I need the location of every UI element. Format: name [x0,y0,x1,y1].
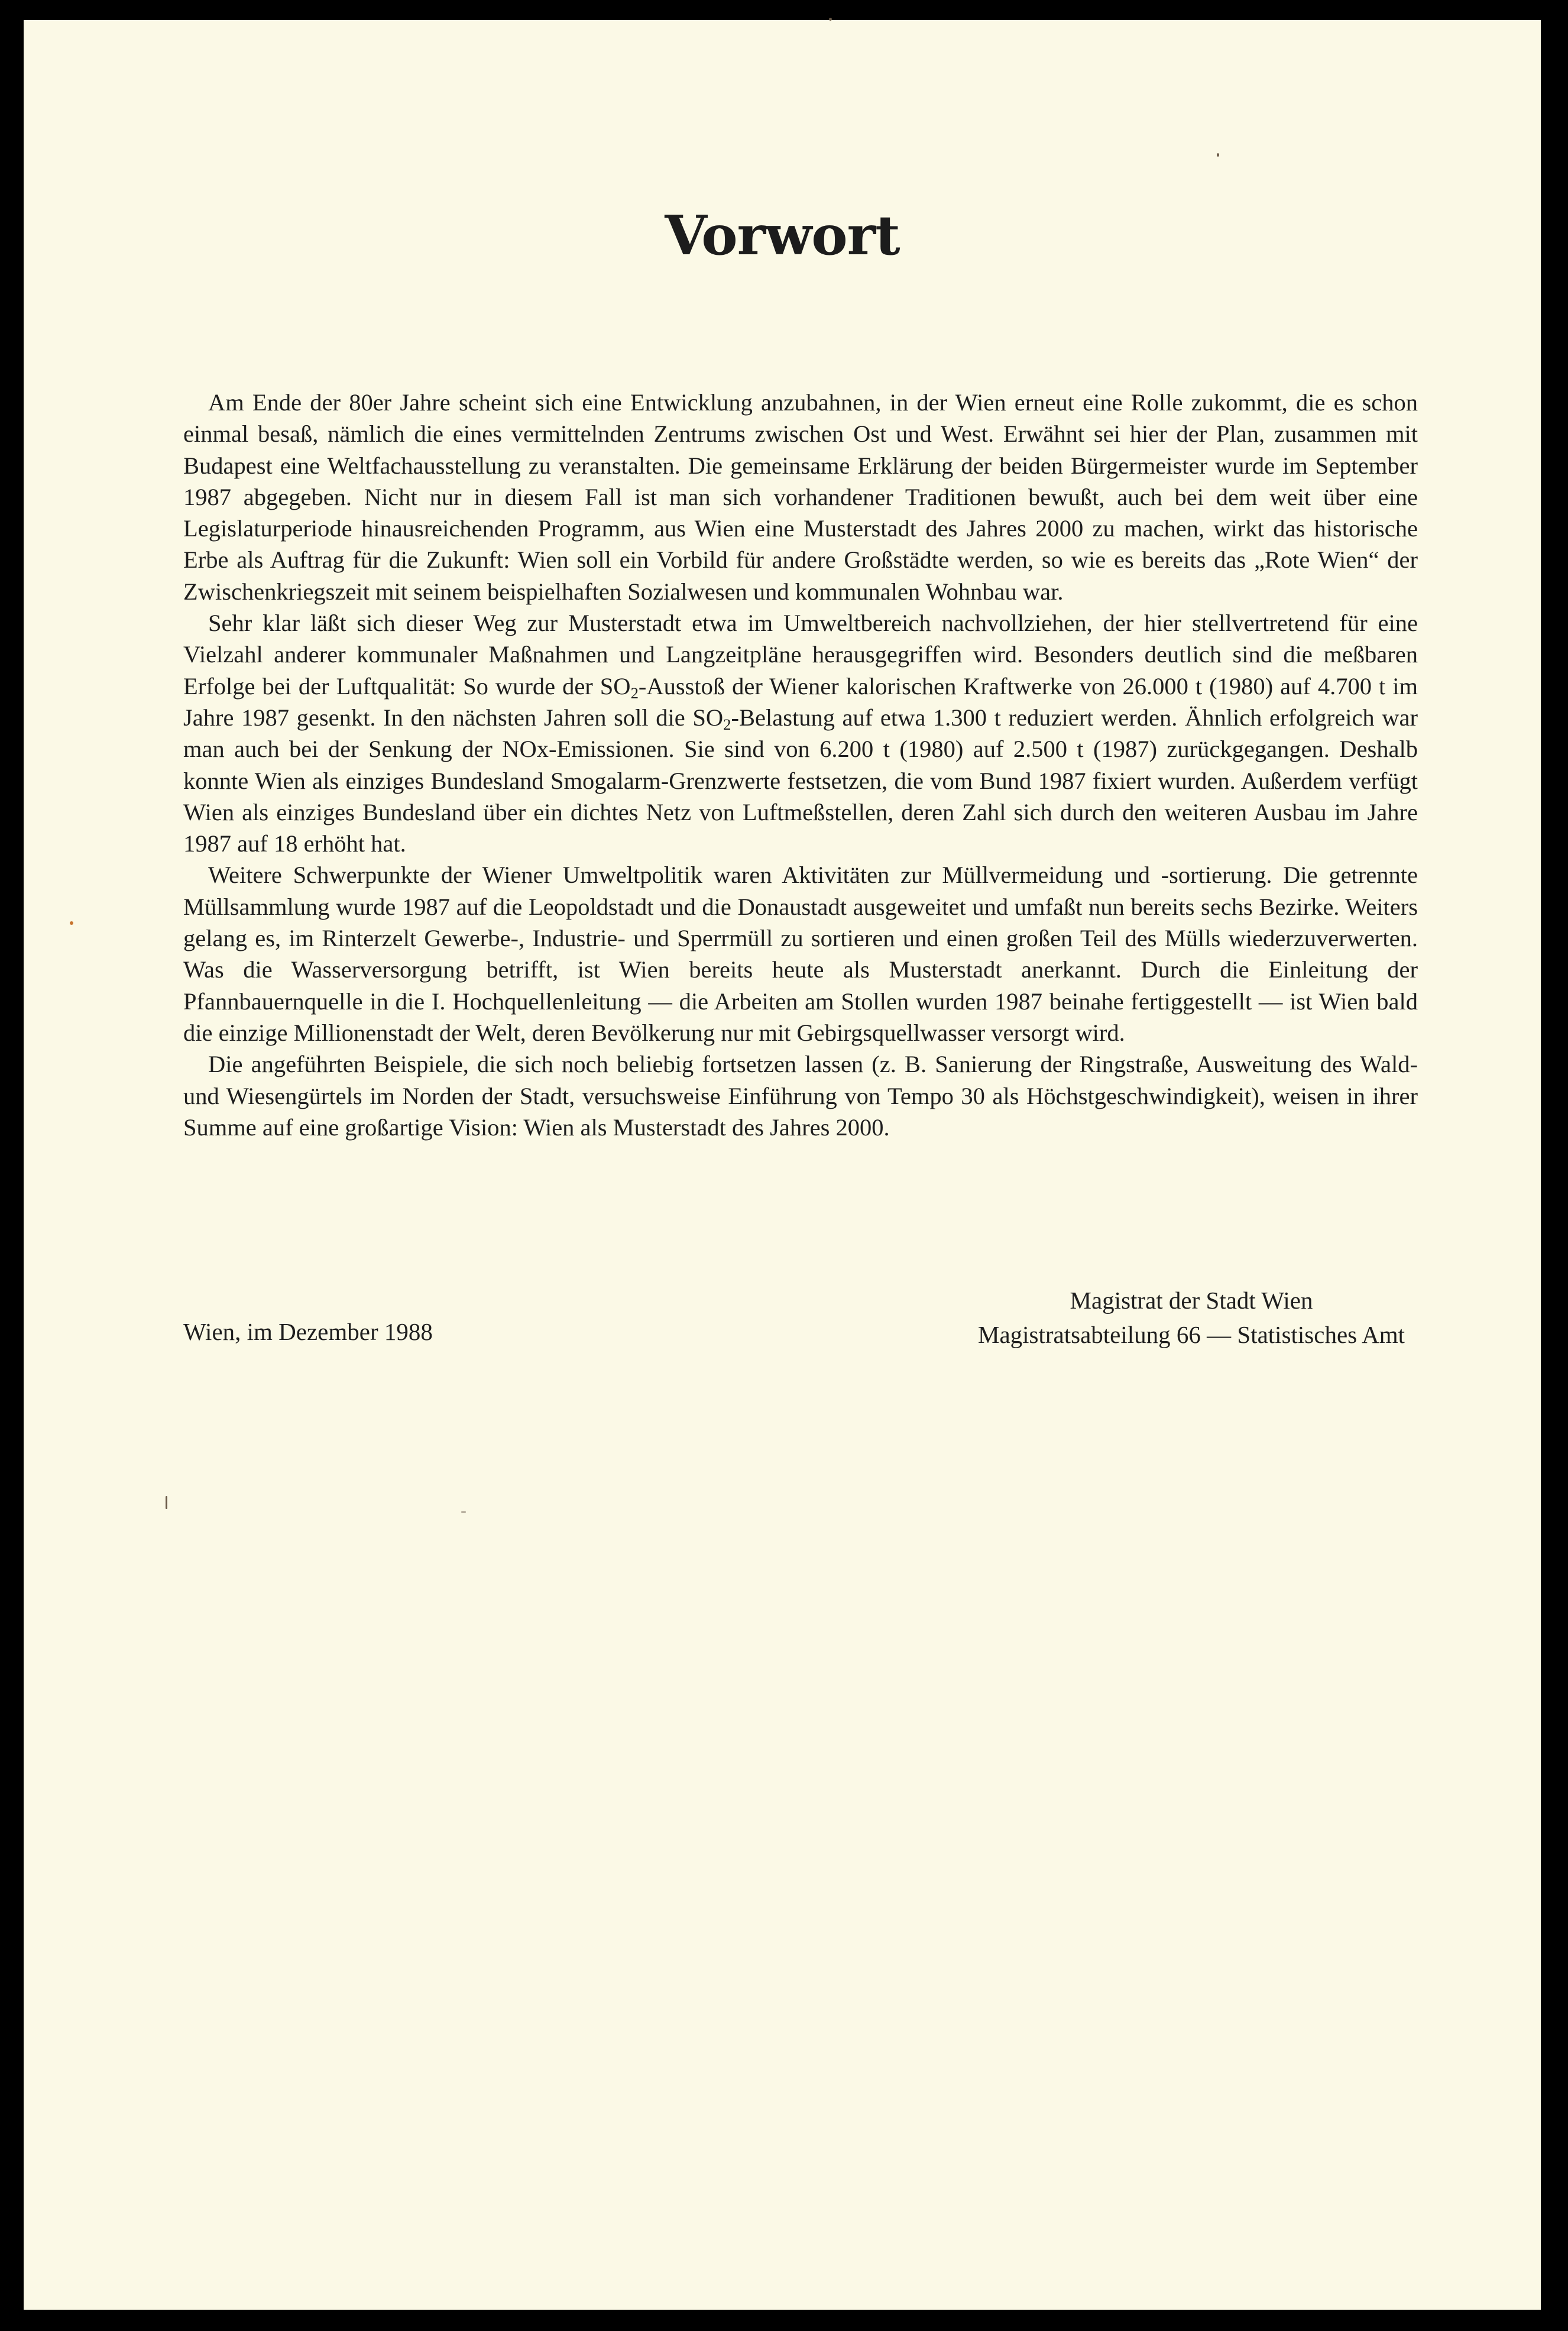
paragraph-2-part-a: Sehr klar läßt sich dieser Weg zur Musterstadt etwa im Umweltbereich nachvollziehen, der hier stellvertretend für eine Vielzahl anderer kommunaler Maßnahmen und Langzeitpläne herausgegriffen wird. Besonders deutlich sind die meßbaren Erfolge bei der Luftqualität: So wurde der SO [183,610,1418,700]
subscript-2: 2 [630,684,639,702]
scan-speck [461,1511,466,1513]
subscript-2: 2 [723,716,731,734]
paragraph-1: Am Ende der 80er Jahre scheint sich eine Entwicklung anzubahnen, in der Wien erneut eine Rolle zukommt, die es schon einmal besaß, nämlich die eines vermittelnden Zentrums zwischen Ost und West. Erwähnt sei hier der Plan, zusammen mit Budapest eine Weltfachausstellung zu veranstalten. Die gemeinsame Erklärung der beiden Bürgermeister wurde im September 1987 abgegeben. Nicht nur in diesem Fall ist man sich vorhandener Traditionen bewußt, auch bei dem weit über eine Legislaturperiode hinausreichenden Programm, aus Wien eine Musterstadt des Jahres 2000 zu machen, wirkt das historische Erbe als Auftrag für die Zukunft: Wien soll ein Vorbild für andere Großstädte werden, so wie es bereits das „Rote Wien“ der Zwischenkriegszeit mit seinem beispielhaften Sozialwesen und kommunalen Wohnbau war. [183,389,1418,605]
paragraph-3: Weitere Schwerpunkte der Wiener Umweltpolitik waren Aktivitäten zur Müllvermeidung und -sortierung. Die getrennte Müllsammlung wurde 1987 auf die Leopoldstadt und die Donaustadt ausgeweitet und umfaßt nun bereits sechs Bezirke. Weiters gelang es, im Rinterzelt Gewerbe-, Industrie- und Sperrmüll zu sortieren und einen großen Teil des Mülls wiederzuverwerten. Was die Wasserversorgung betrifft, ist Wien bereits heute als Musterstadt anerkannt. Durch die Einleitung der Pfannbauernquelle in die I. Hochquellenleitung — die Arbeiten am Stollen wurden 1987 beinahe fertiggestellt — ist Wien bald die einzige Millionenstadt der Welt, deren Bevölkerung nur mit Gebirgsquellwasser versorgt wird. [183,862,1418,1046]
signature-line-1: Magistrat der Stadt Wien [1070,1287,1313,1314]
signature-block [978,1283,1405,1352]
scan-speck [1217,153,1219,157]
scan-speck [829,18,832,21]
paragraph-2-part-b: -Ausstoß der Wiener kalorischen Kraftwerke von 26.000 t (1980) auf 4.700 t im Jahre 1987 gesenkt. In den nächsten Jahren soll die SO [183,672,1418,731]
signature-line-2: Magistratsabteilung 66 — Statistisches Amt [977,1321,1405,1348]
document-page [24,20,1541,2310]
paragraph-2 [183,607,1418,859]
scan-speck [166,1496,167,1509]
paragraph-4: Die angeführten Beispiele, die sich noch beliebig fortsetzen lassen (z. B. Sanierung der Ringstraße, Ausweitung des Wald- und Wiesengürtels im Norden der Stadt, versuchsweise Einführung von Tempo 30 als Höchstgeschwindigkeit), weisen in ihrer Summe auf eine großartige Vision: Wien als Musterstadt des Jahres 2000. [183,1051,1418,1141]
page-title: Vorwort [665,203,900,267]
place-and-date: Wien, im Dezember 1988 [183,1318,433,1345]
paragraph-2-part-c: -Belastung auf etwa 1.300 t reduziert werden. Ähnlich erfolgreich war man auch bei der Senkung der NOx-Emissionen. Sie sind von 6.200 t (1980) auf 2.500 t (1987) zurückgegangen. Deshalb konnte Wien als einziges Bundesland Smogalarm-Grenzwerte festsetzen, die vom Bund 1987 fixiert wurden. Außerdem verfügt Wien als einziges Bundesland über ein dichtes Netz von Luftmeßstellen, deren Zahl sich durch den weiteren Ausbau im Jahre 1987 auf 18 erhöht hat. [183,704,1418,857]
foreword-body [183,387,1418,1143]
scan-speck [70,921,73,925]
